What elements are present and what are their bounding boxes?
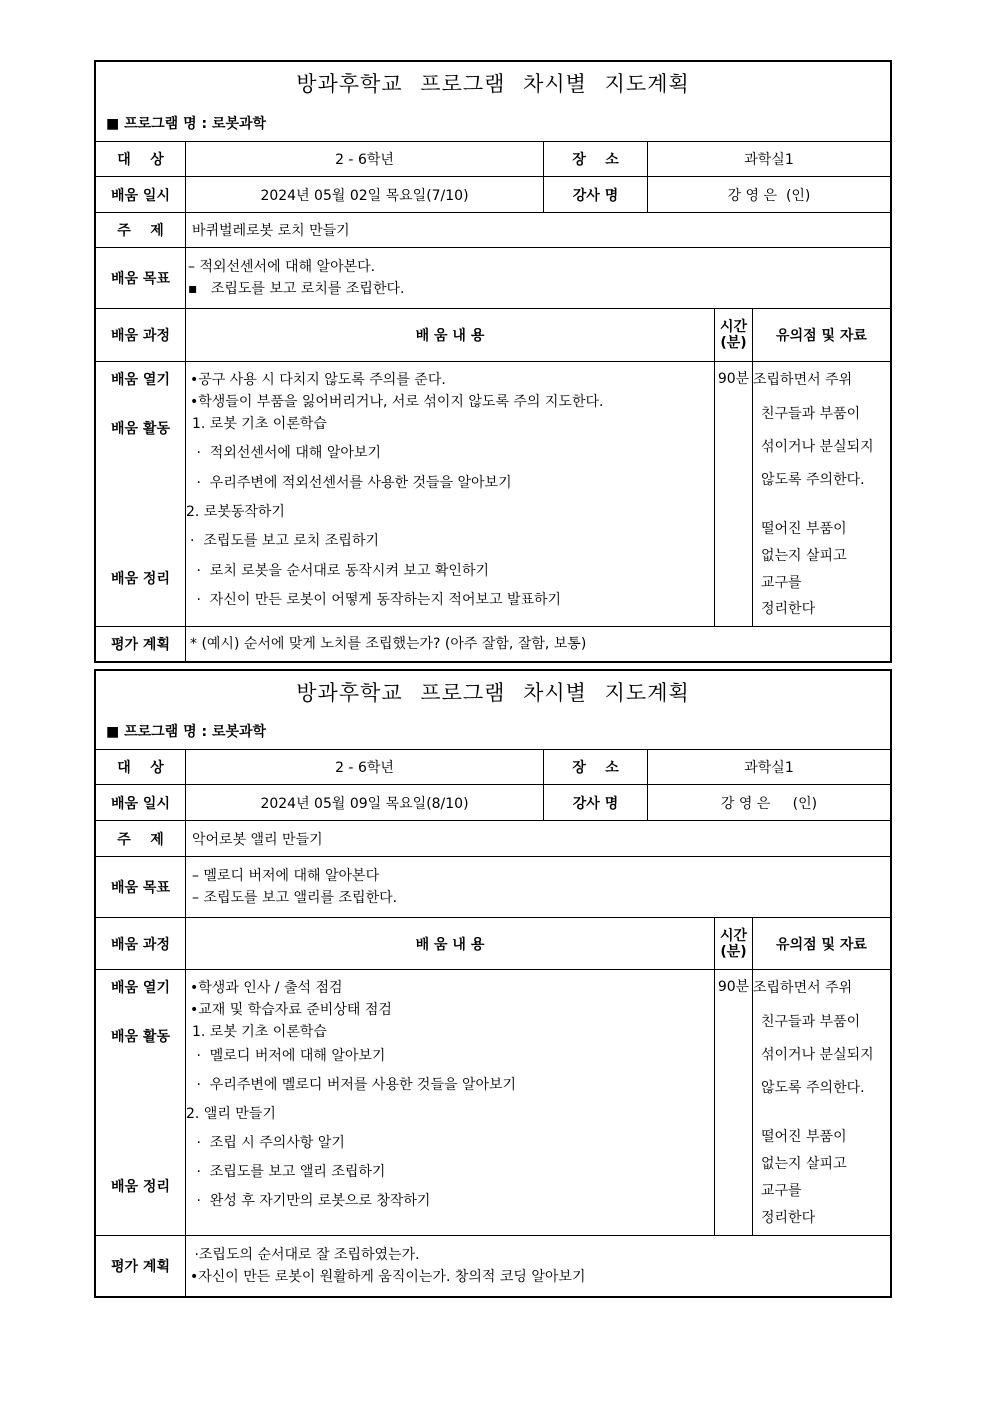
- notes-line: 조립하면서 주위: [753, 372, 853, 388]
- content-line: •공구 사용 시 다치지 않도록 주의를 준다.: [190, 372, 446, 388]
- date-label: 배움 일시: [96, 177, 186, 212]
- instructor-label: 강사 명: [544, 177, 648, 212]
- content-line: · 자신이 만든 로봇이 어떻게 동작하는지 적어보고 발표하기: [192, 592, 562, 608]
- target-label: 대 상: [96, 750, 186, 784]
- program-name: ■ 프로그램 명 : 로봇과학: [106, 724, 267, 740]
- content-line: · 조립도를 보고 앨리 조립하기: [192, 1164, 386, 1180]
- eval-label: 평가 계획: [96, 627, 186, 661]
- notes-body: [753, 362, 890, 626]
- content-line: · 적외선센서에 대해 알아보기: [192, 445, 381, 461]
- content-label: 배 움 내 용: [186, 918, 715, 969]
- eval-line: * (예시) 순서에 맞게 노치를 조립했는가? (아주 잘함, 잘함, 보통): [190, 636, 587, 652]
- time-value: 90분: [715, 362, 753, 626]
- notes-label: 유의점 및 자료: [776, 328, 867, 344]
- stage-open: 배움 열기: [111, 980, 170, 996]
- stage-open: 배움 열기: [111, 372, 170, 388]
- row-process-header: [96, 309, 890, 362]
- place-value: 과학실1: [744, 760, 794, 776]
- time-value: 90분: [715, 970, 753, 1235]
- goal-label: 배움 목표: [96, 857, 186, 917]
- instructor-value: 강 영 은 (인): [727, 187, 811, 204]
- goal-label: 배움 목표: [96, 248, 186, 308]
- content-line: · 우리주변에 적외선센서를 사용한 것들을 알아보기: [192, 475, 512, 491]
- row-topic: [96, 213, 890, 248]
- row-process-body: [96, 970, 890, 1236]
- notes-line: 섞이거나 분실되지: [761, 439, 874, 455]
- row-eval: [96, 1236, 890, 1296]
- target-label: 대 상: [96, 142, 186, 176]
- content-line: 1. 로봇 기초 이론학습: [192, 1024, 327, 1040]
- place-label: 장 소: [544, 750, 648, 784]
- notes-line: 떨어진 부품이: [761, 1129, 847, 1145]
- content-line: · 로치 로봇을 순서대로 동작시켜 보고 확인하기: [192, 563, 490, 579]
- date-value: 2024년 05월 09일 목요일(8/10): [186, 785, 544, 820]
- eval-body: [186, 627, 890, 661]
- topic-label: 주 제: [96, 821, 186, 856]
- instructor-label: 강사 명: [544, 785, 648, 820]
- goal-item: – 멜로디 버저에 대해 알아본다: [192, 868, 380, 884]
- row-target: [96, 142, 890, 177]
- content-line: 1. 로봇 기초 이론학습: [192, 416, 327, 432]
- content-body: [186, 362, 715, 626]
- date-value: 2024년 05월 02일 목요일(7/10): [186, 177, 544, 212]
- plan-title: 방과후학교 프로그램 차시별 지도계획: [296, 681, 690, 705]
- place-label: 장 소: [544, 142, 648, 176]
- notes-line: 교구를: [761, 575, 802, 591]
- time-label: 시간 (분): [715, 309, 753, 361]
- notes-line: 교구를: [761, 1183, 802, 1199]
- row-process-body: [96, 362, 890, 627]
- row-eval: [96, 627, 890, 661]
- content-label: 배 움 내 용: [186, 309, 715, 361]
- row-goal: [96, 248, 890, 309]
- date-label: 배움 일시: [96, 785, 186, 820]
- content-line: · 우리주변에 멜로디 버저를 사용한 것들을 알아보기: [192, 1077, 517, 1093]
- eval-line: •자신이 만든 로봇이 원활하게 움직이는가. 창의적 코딩 알아보기: [190, 1269, 586, 1285]
- stage-column: [96, 362, 186, 626]
- content-line: •학생과 인사 / 출석 점검: [190, 980, 343, 996]
- content-line: · 조립도를 보고 로치 조립하기: [190, 533, 379, 549]
- goal-list: [186, 248, 890, 308]
- process-label: 배움 과정: [96, 309, 186, 361]
- content-line: •학생들이 부품을 잃어버리거나, 서로 섞이지 않도록 주의 지도한다.: [190, 394, 604, 410]
- stage-column: [96, 970, 186, 1235]
- goal-item: – 적외선센서에 대해 알아본다.: [188, 259, 376, 275]
- row-date: [96, 785, 890, 821]
- content-line: 2. 앨리 만들기: [186, 1106, 276, 1122]
- notes-line: 조립하면서 주위: [753, 980, 853, 996]
- row-process-header: [96, 918, 890, 970]
- place-value: 과학실1: [744, 152, 794, 168]
- plan-header: [96, 62, 890, 142]
- content-line: •교재 및 학습자료 준비상태 점검: [190, 1002, 392, 1018]
- stage-close: 배움 정리: [111, 1179, 170, 1195]
- row-topic: [96, 821, 890, 857]
- plan-header: [96, 671, 890, 750]
- content-line: · 멜로디 버저에 대해 알아보기: [192, 1048, 386, 1064]
- row-target: [96, 750, 890, 785]
- topic-value: 바퀴벌레로봇 로치 만들기: [192, 223, 350, 239]
- goal-item: – 조립도를 보고 앨리를 조립한다.: [192, 890, 398, 906]
- row-goal: [96, 857, 890, 918]
- content-line: 2. 로봇동작하기: [186, 504, 285, 520]
- topic-value: 악어로봇 앨리 만들기: [192, 831, 323, 848]
- stage-activity: 배움 활동: [111, 1029, 170, 1045]
- stage-activity: 배움 활동: [111, 421, 170, 437]
- time-label: 시간 (분): [715, 918, 753, 969]
- row-date: [96, 177, 890, 213]
- notes-line: 섞이거나 분실되지: [761, 1047, 874, 1063]
- notes-line: 않도록 주의한다.: [761, 1080, 865, 1096]
- goal-item: ▪ 조립도를 보고 로치를 조립한다.: [188, 281, 405, 297]
- target-value: 2 - 6학년: [186, 142, 544, 176]
- notes-line: 없는지 살피고: [761, 548, 847, 564]
- notes-line: 친구들과 부품이: [761, 406, 861, 422]
- notes-line: 친구들과 부품이: [761, 1014, 861, 1030]
- content-line: · 조립 시 주의사항 알기: [192, 1135, 345, 1151]
- target-value: 2 - 6학년: [186, 750, 544, 784]
- notes-line: 않도록 주의한다.: [761, 472, 865, 488]
- notes-body: [753, 970, 890, 1235]
- notes-line: 떨어진 부품이: [761, 521, 847, 537]
- notes-line: 정리한다: [761, 601, 816, 617]
- topic-label: 주 제: [96, 213, 186, 247]
- eval-body: [186, 1236, 890, 1296]
- notes-line: 정리한다: [761, 1210, 816, 1226]
- eval-label: 평가 계획: [96, 1236, 186, 1296]
- goal-list: [186, 857, 890, 917]
- content-body: [186, 970, 715, 1235]
- lesson-plan-1: [94, 60, 892, 663]
- program-name: ■ 프로그램 명 : 로봇과학: [106, 116, 267, 132]
- lesson-plan-2: [94, 669, 892, 1298]
- notes-line: 없는지 살피고: [761, 1156, 847, 1172]
- notes-label: 유의점 및 자료: [776, 936, 867, 953]
- plan-title: 방과후학교 프로그램 차시별 지도계획: [296, 72, 690, 96]
- instructor-value: 강 영 은 (인): [720, 795, 818, 812]
- content-line: · 완성 후 자기만의 로봇으로 창작하기: [192, 1193, 431, 1209]
- process-label: 배움 과정: [96, 918, 186, 969]
- stage-close: 배움 정리: [111, 571, 170, 587]
- eval-line: ·조립도의 순서대로 잘 조립하였는가.: [190, 1247, 420, 1263]
